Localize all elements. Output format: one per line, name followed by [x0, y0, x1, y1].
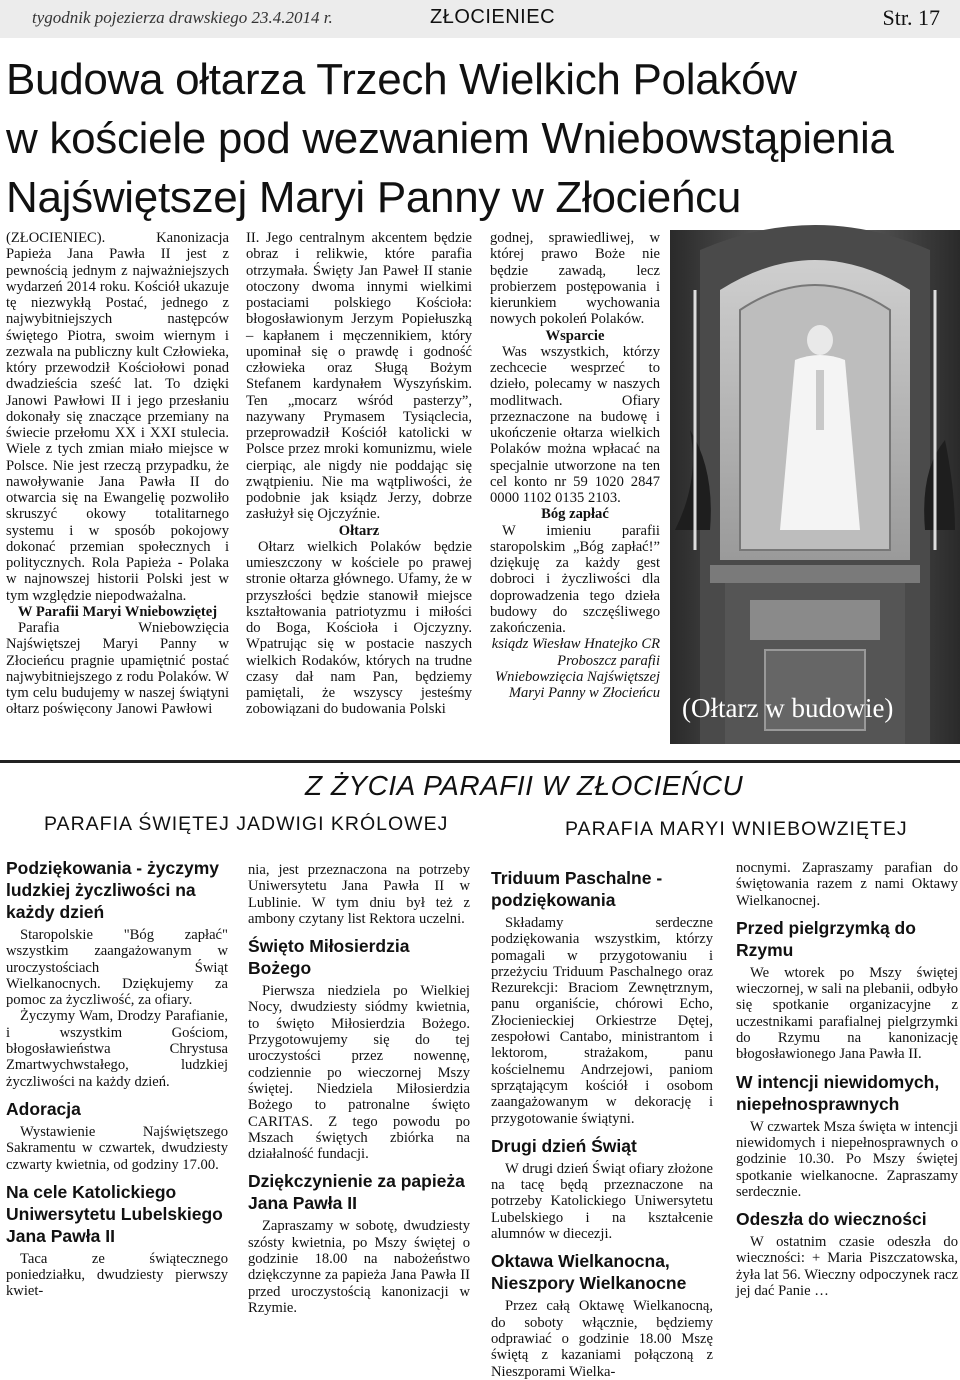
article-paragraph: Parafia Wniebowzięcia Najświętszej Maryi Panny w Złocieńcu pragnie upamiętnić postać najwybitniejszego z rodu Polaków. W tym celu budujemy w naszej świątyni ołtarz poświęcony Janowi Pawłowi — [6, 620, 229, 718]
notice-text: We wtorek po Mszy świętej wieczornej, w sali na plebanii, odbyło się spotkanie organizacyjne z uczestnikami parafialnej pielgrzymki do Rzymu na kanonizację błogosławionego Jana Pawła II. — [736, 964, 958, 1063]
article-column-3 — [490, 230, 660, 701]
notices-column-4 — [736, 860, 958, 1299]
headline-line-3: Najświętszej Maryi Panny w Złocieńcu — [6, 173, 742, 222]
article-paragraph: godnej, sprawiedliwej, w której prawo Boże nie będzie zawadą, lecz probierzem postępowania i kierunkiem wychowania nowych pokoleń Polaków. — [490, 230, 660, 328]
notice-heading: Święto Miłosierdzia Bożego — [248, 936, 410, 979]
notice-heading: Triduum Paschalne - podziękowania — [491, 868, 663, 910]
article-subheading: Ołtarz — [338, 522, 380, 539]
page-header — [0, 0, 960, 38]
notice-text: W drugi dzień Świąt ofiary złożone na tacę będą przeznaczone na potrzeby Katolickiego Uniwersytetu Lubelskiego i na kształcenie alumnów w diecezji. — [491, 1160, 713, 1243]
article-paragraph: (ZŁOCIENIEC). Kanonizacja Papieża Jana Pawła II jest z pewnością jednym z najważniejszych wydarzeń 2014 roku. Kościół ukazuje tę niezwykłą Postać, jednego z najwybitniejszych następców świętego Piotra, swoim wiernym i zezwala na publiczny kult Człowieka, który przewodził Kościołowi ponad dwadzieścia sześć lat. To dzięki Janowi Pawłowi II i jego przesłaniu dokonały się znaczące przemiany na świecie przełomu XX i XXI stulecia. Wiele z tych zmian miało miejsce w Polsce. Nie jest rzeczą przypadku, że nawoływanie Jana Pawła II do otwarcia się na Ewangelię pozwoliło skruszyć okowy totalitarnego systemu i w sposób pokojowy dokonać przemian społecznych i politycznych. Rola Papieża - Polaka w najnowszej historii Polski jest w tym względzie niepodważalna. — [6, 230, 229, 604]
section-name: ZŁOCIENIEC — [430, 6, 556, 28]
photo-caption: (Ołtarz w budowie) — [682, 693, 894, 723]
headline-line-2: w kościele pod wezwaniem Wniebowstąpienia — [6, 114, 894, 163]
notice-text: Życzymy Wam, Drodzy Parafianie, i wszystkim Gościom, błogosławieństwa Chrystusa Zmartwychwstałego, ludzkiej życzliwości na każdy dzień. — [6, 1008, 228, 1090]
altar-illustration — [670, 230, 960, 744]
notices-column-3 — [491, 867, 713, 1380]
article-paragraph: Was wszystkich, którzy zechcecie wesprzeć to dzieło, polecamy w naszych modlitwach. Ofiary przeznaczone na budowę i ukończenie ołtarza wielkich Polaków można wpłacać na specjalnie utworzone na ten cel konto nr 59 1020 2847 0000 1102 0135 2103. — [490, 343, 660, 506]
notice-text: Zapraszamy w sobotę, dwudziesty szósty kwietnia, po Mszy świętej o godzinie 18.00 na nabożeństwo dziękczynne za papieża Jana Pawła II przed uroczystością kanonizacji w Rzymie. — [248, 1218, 470, 1316]
section-divider — [0, 760, 960, 763]
article-column-2 — [246, 230, 472, 718]
notice-text: Taca ze świątecznego poniedziałku, dwudziesty pierwszy kwiet- — [6, 1250, 228, 1300]
notice-text: W czwartek Msza święta w intencji niewidomych i niepełnosprawnych o godzinie 10.30. Po Mszy świętej spotkanie wielkanocne. Zapraszamy serdecznie. — [736, 1118, 958, 1200]
altar-photo — [670, 230, 960, 744]
notice-text: Staropolskie "Bóg zapłać" wszystkim zaangażowanym w uroczystościach Świąt Wielkanocnych. Dziękujemy za pomoc za życzliwość, za ofiary. — [6, 927, 228, 1009]
newspaper-name: tygodnik pojezierza drawskiego 23.4.2014 r. — [32, 8, 333, 27]
notice-text: nia, jest przeznaczona na potrzeby Uniwersytetu Jana Pawła II w Lublinie. W tym dniu był też z ambony czytany list Rektora uczelni. — [248, 862, 470, 927]
notice-text: W ostatnim czasie odeszła do wieczności: + Maria Piszczatowska, żyła lat 56. Wieczny odpoczynek racz jej dać Panie … — [736, 1234, 958, 1300]
article-paragraph: W imieniu parafii staropolskim „Bóg zapłać!” dziękuję za każdy gest dobroci i życzliwości dla doprowadzenia tego dzieła budowy do szczęśliwego zakończenia. — [490, 522, 660, 636]
parish-heading-right: PARAFIA MARYI WNIEBOWZIĘTEJ — [565, 818, 908, 840]
notices-column-1 — [6, 857, 228, 1300]
notice-text: nocnymi. Zapraszamy parafian do świętowania razem z nami Oktawy Wielkanocnej. — [736, 860, 958, 909]
article-subheading: W Parafii Maryi Wniebowziętej — [17, 603, 218, 620]
parish-heading-left: PARAFIA ŚWIĘTEJ JADWIGI KRÓLOWEJ — [44, 813, 449, 835]
notice-heading: Adoracja — [6, 1098, 81, 1119]
article-paragraph: II. Jego centralnym akcentem będzie obraz i relikwie, które parafia otrzymała. Święty Jan Paweł II stanie otoczony dwoma innymi wielkimi postaciami polskiego Kościoła: błogosławionym Jerzym Popiełuszką – kapłanem i męczennikiem, który upominał się o prawdę i godność człowieka oraz Sługą Bożym Stefanem kardynałem Wyszyńskim. Ten „mocarz wśród pasterzy”, nazywany Prymasem Tysiąclecia, przeprowadził Kościół katolicki w Polsce przez mroki komunizmu, wiele cierpiąc, ale nigdy nie poddając się zwątpieniu. Nie ma wątpliwości, że podobnie jak ksiądz Jerzy, dobrze zasłużył się Ojczyźnie. — [246, 230, 472, 523]
notice-heading: Oktawa Wielkanocna, Nieszpory Wielkanocne — [491, 1251, 687, 1294]
notice-text: Przez całą Oktawę Wielkanocną, do soboty włącznie, będziemy odprawiać o godzinie 18.00 Mszę świętą z kazaniami połączoną z Nieszporami Wielka- — [491, 1298, 713, 1380]
article-column-1 — [6, 230, 229, 718]
notice-text: Składamy serdeczne podziękowania wszystkim, którzy pomagali w przygotowaniu i przeżyciu Triduum Paschalnego oraz Rezurekcji: Braciom Zewnętrznym, panu organiście, chórowi Echo, Złocienieckiej Orkiestrze Dętej, zespołowi Cantabo, ministrantom i lektorom, strażakom, panu kościelnemu Andrzejowi, paniom sprzątającym kościół i osobom zaangażowanym w dekorację i przygotowanie świątyni. — [491, 915, 713, 1127]
article-subheading: Bóg zapłać — [541, 506, 609, 523]
article-paragraph: Ołtarz wielkich Polaków będzie umieszczony w kościele po prawej stronie ołtarza głównego. Ufamy, że w przyszłości będzie stanowił miejsce kształtowania patriotyzmu i miłości do Boga, Kościoła i Ojczyzny. Wpatrując się w postacie naszych wielkich Rodaków, których na trudne czasy dał nam Pan, będziemy pamiętali, że wszyscy jesteśmy zobowiązani do budowania Polski — [246, 538, 472, 718]
notice-heading: Na cele Katolickiego Uniwersytetu Lubelskiego Jana Pawła II — [6, 1181, 223, 1246]
notice-heading: Dziękczynienie za papieża Jana Pawła II — [248, 1171, 465, 1214]
notice-heading: Przed pielgrzymką do Rzymu — [736, 917, 916, 960]
notice-heading: Podziękowania - życzymy ludzkiej życzliwości na każdy dzień — [6, 858, 219, 922]
page-number: Str. 17 — [882, 5, 940, 30]
author-signature: ksiądz Wiesław Hnatejko CR Proboszcz parafii Wniebowzięcia Najświętszej Maryi Panny w Złocieńcu — [491, 636, 660, 701]
notice-text: Wystawienie Najświętszego Sakramentu w czwartek, dwudziesty czwarty kwietnia, od godziny 17.00. — [6, 1123, 228, 1173]
article-subheading: Wsparcie — [545, 327, 605, 344]
notice-heading: W intencji niewidomych, niepełnosprawnych — [736, 1071, 940, 1114]
notice-heading: Odeszła do wieczności — [736, 1209, 927, 1230]
notices-column-2 — [248, 862, 470, 1316]
section-title: Z ŻYCIA PARAFII W ZŁOCIEŃCU — [305, 770, 744, 801]
notice-text: Pierwsza niedziela po Wielkiej Nocy, dwudziesty siódmy kwietnia, to święto Miłosierdzia Bożego. Przygotowujemy się do tej uroczystości przez nowennę, codziennie po wieczornej Mszy świętej. Niedziela Miłosierdzia Bożego to patronalne święto CARITAS. Z tego powodu po Mszach świętych zbiórka na działalność fundacji. — [248, 983, 470, 1163]
headline-line-1: Budowa ołtarza Trzech Wielkich Polaków — [6, 55, 797, 104]
article-headline — [6, 50, 956, 227]
notice-heading: Drugi dzień Świąt — [491, 1135, 637, 1156]
